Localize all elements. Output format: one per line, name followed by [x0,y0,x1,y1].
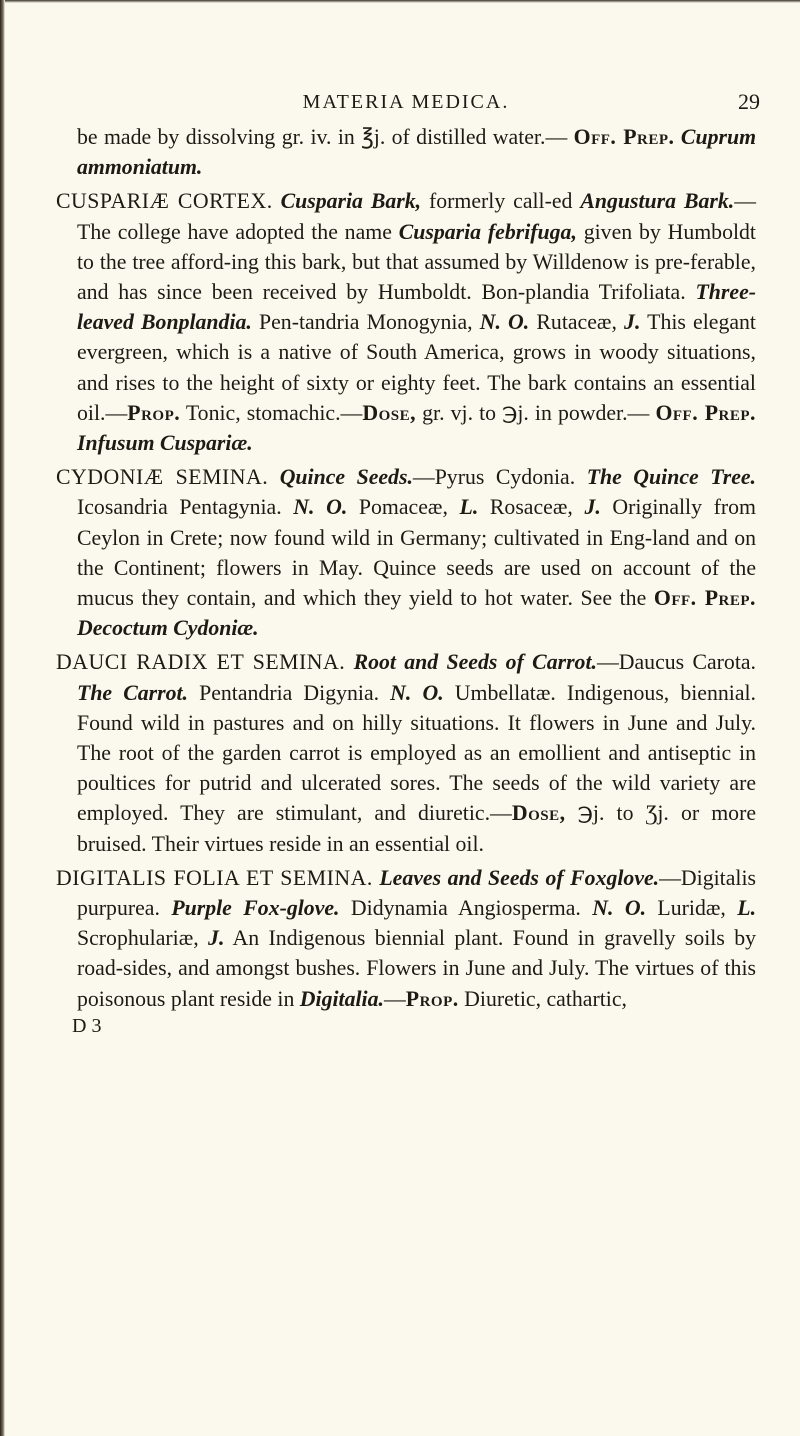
entry-text: Originally from Ceylon in Crete; now found wild in Germany; cultivated in Eng-land and on the Continent; flowers in May. Quince seeds are used on account of the mucus they contain, and which they yield to hot water. See the [77,495,756,611]
italic-term: Quince Seeds. [279,465,413,490]
italic-term: N. O. [479,310,530,335]
entry-text: given by Humboldt to the tree afford-ing this bark, but that assumed by Willdenow is pre-ferable, and has since been received by Humboldt. Bon-plandia Trifoliata. [77,219,756,305]
italic-term: Cusparia Bark, [280,189,422,214]
italic-term: L. [459,495,479,520]
entry-text: Icosandria Pentagynia. [77,495,294,520]
entry-text: —Digitalis purpurea. [77,865,756,921]
entry-text: gr. vj. to ℈j. in powder.— [416,400,656,425]
italic-term: N. O. [592,896,647,921]
italic-term: The Carrot. [77,680,189,705]
entry-paragraph [56,863,756,1014]
italic-term: Three-leaved Bonplandia. [77,280,756,335]
entry-text [273,189,281,213]
running-title: MATERIA MEDICA. [302,91,510,113]
page-binding-shadow [0,0,5,1436]
entry-paragraph [56,462,756,643]
entry-text: — [383,986,406,1011]
entry-text: Pentandria Digynia. [188,680,391,705]
prep-name: Cuprum ammoniatum. [77,125,757,180]
italic-term: Purple Fox-glove. [171,896,340,921]
entry-text: —Daucus Carota. [596,650,757,675]
entry-text: Tonic, stomachic.— [180,400,363,425]
smallcaps-label: Off. Prep. [653,586,756,611]
italic-term: Digitalia. [299,986,384,1011]
smallcaps-label: Dose, [511,801,566,826]
entry-text: Rutaceæ, [529,310,625,335]
entry-text: —Pyrus Cydonia. [412,465,587,490]
italic-term: Root and Seeds of Carrot. [353,650,597,675]
continuation-text: be made by dissolving gr. iv. in ℥j. of distilled water.— [77,125,568,149]
entry-heading: CUSPARIÆ CORTEX. [56,189,273,214]
italic-term: The Quince Tree. [586,465,756,490]
continuation-paragraph [56,122,756,182]
entry-heading: CYDONIÆ SEMINA. [56,465,269,490]
running-header [56,82,760,122]
smallcaps-label: Off. Prep. [655,400,757,425]
entry-text: formerly call-ed [421,189,581,214]
entry-text [345,650,353,674]
entries-list [56,186,756,1013]
italic-term: Cusparia febrifuga, [398,219,577,244]
off-prep-label: Off. Prep. [573,125,675,149]
entry-text: Luridæ, [646,896,738,921]
signature-mark: D 3 [72,1014,102,1037]
smallcaps-label: Dose, [362,400,417,425]
entry-text: This elegant evergreen, which is a native of South America, grows in woody situations, and rises to the height of sixty or eighty feet. The bark contains an essential oil.— [77,310,756,425]
entry-heading: DIGITALIS FOLIA ET SEMINA. [56,865,373,890]
entry-text: ℈j. to Ʒj. or more bruised. Their virtues reside in an essential oil. [77,801,756,856]
italic-term: Leaves and Seeds of Foxglove. [379,865,660,890]
entry-text: —The college have adopted the name [77,189,757,244]
smallcaps-label: Prop. [405,986,459,1011]
entry-text [268,465,280,489]
italic-term: N. O. [390,680,444,705]
book-page [56,82,760,1038]
smallcaps-label: Prop. [127,400,181,425]
entry-paragraph [56,647,756,858]
italic-term: L. [737,896,757,921]
italic-term: J. [624,310,641,335]
page-top-edge [0,0,800,3]
page-number: 29 [738,89,760,114]
italic-term: J. [584,495,601,520]
entry-text: Diuretic, cathartic, [458,986,627,1011]
entry-text: Rosaceæ, [478,495,585,520]
entry-text: Scrophulariæ, [77,926,209,951]
italic-term: N. O. [293,495,348,520]
entry-text: Pomaceæ, [347,495,460,520]
entry-text: Pen-tandria Monogynia, [251,310,480,335]
italic-term: Infusum Cuspariæ. [77,431,253,456]
italic-term: Angustura Bark. [580,189,735,214]
entry-text: An Indigenous biennial plant. Found in gravelly soils by road-sides, and amongst bushes. Flowers in June and July. The virtues of this poisonous plant reside in [77,926,756,1011]
entry-heading: DAUCI RADIX ET SEMINA. [56,650,346,675]
entry-paragraph [56,186,756,458]
entry-text: Umbellatæ. Indigenous, biennial. Found wild in pastures and on hilly situations. It flowers in June and July. The root of the garden carrot is employed as an emollient and antiseptic in poultices for putrid and ulcerated sores. The seeds of the wild variety are employed. They are stimulant, and diuretic.— [77,680,756,826]
italic-term: Decoctum Cydoniæ. [77,616,259,641]
italic-term: J. [208,926,225,951]
entry-text: Didynamia Angiosperma. [339,896,593,921]
